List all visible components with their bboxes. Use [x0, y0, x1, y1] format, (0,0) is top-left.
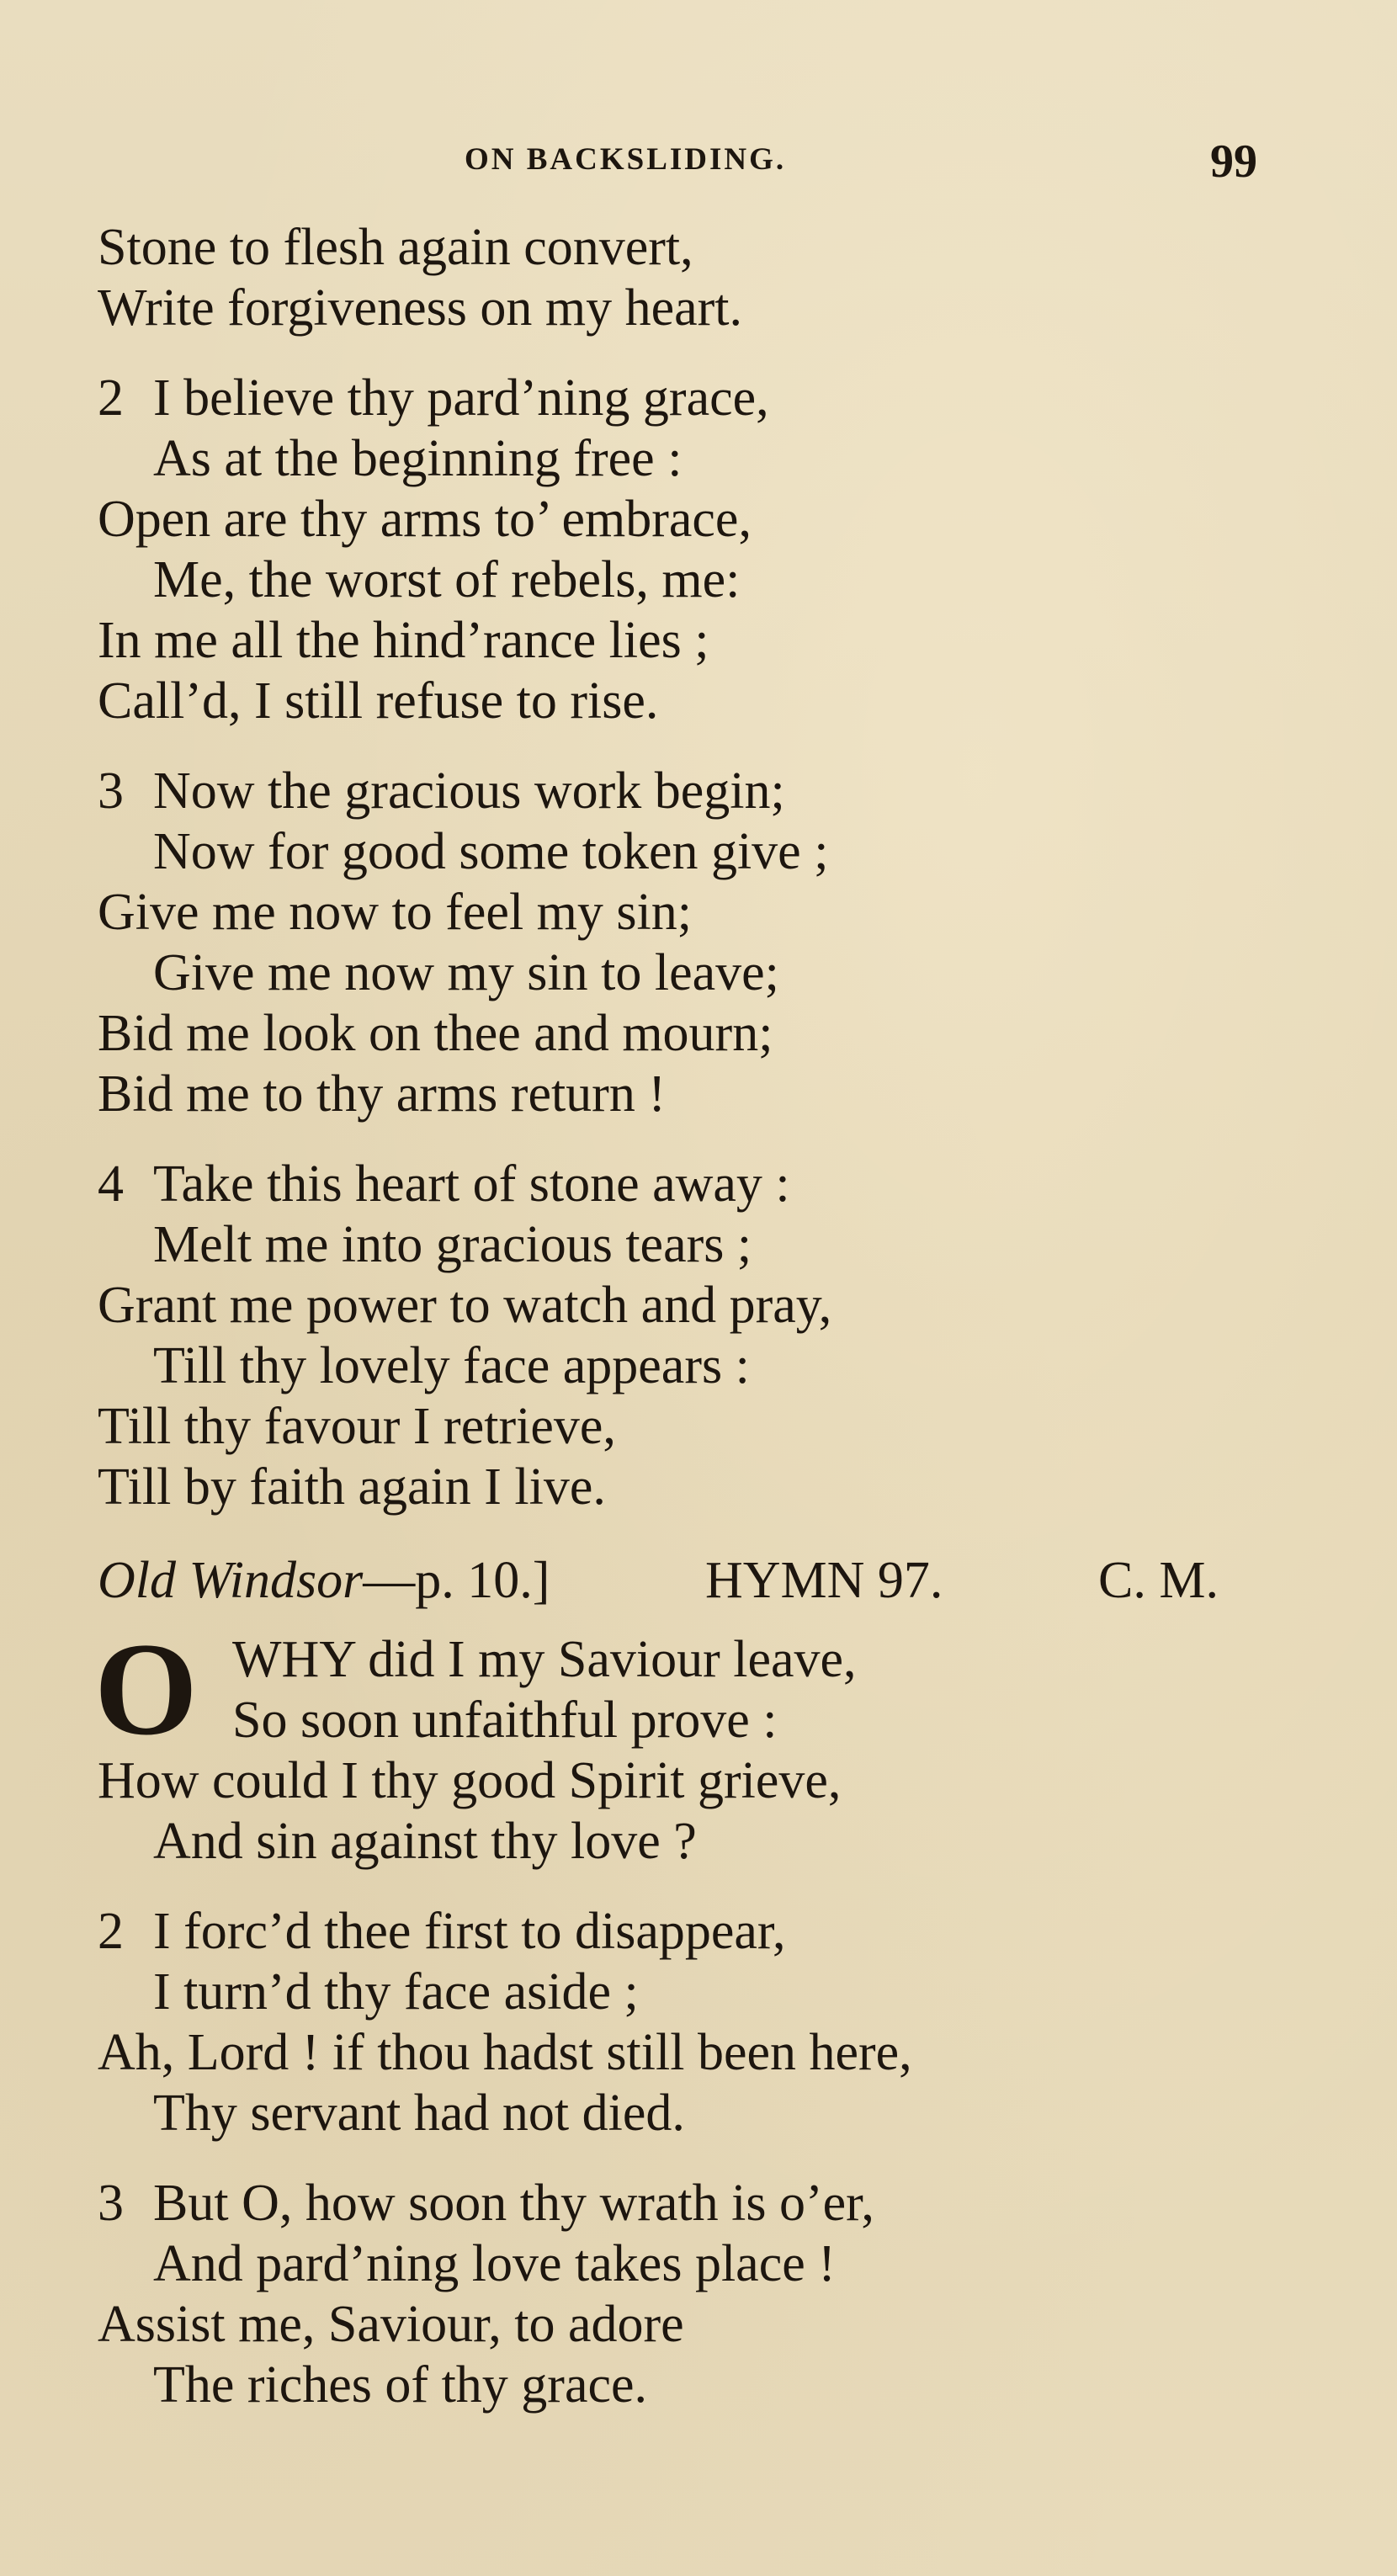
- running-head: ON BACKSLIDING.: [465, 142, 787, 177]
- hymn-title: HYMN 97.: [704, 1552, 943, 1609]
- stanza: [98, 368, 1343, 731]
- tune-name: Old Windsor: [98, 1552, 364, 1609]
- verse-line: And pard’ning love takes place !: [153, 2235, 836, 2292]
- verse-line: Give me now to feel my sin;: [98, 884, 692, 941]
- stanza: [98, 1154, 1343, 1517]
- stanza-number: 2: [98, 369, 124, 427]
- verse-line: Call’d, I still refuse to rise.: [98, 672, 659, 730]
- verse-line: But O, how soon thy wrath is o’er,: [153, 2175, 874, 2232]
- verse-line: The riches of thy grace.: [153, 2356, 648, 2414]
- verse-line: Open are thy arms to’ embrace,: [98, 491, 752, 548]
- hymn-heading: [98, 1547, 1219, 1614]
- verse-line: Bid me to thy arms return !: [98, 1065, 666, 1123]
- verse-line: I believe thy pard’ning grace,: [153, 369, 769, 427]
- verse-line: Bid me look on thee and mourn;: [98, 1005, 773, 1062]
- verse-line: I turn’d thy face aside ;: [153, 1963, 639, 2021]
- verse-line: Till thy favour I retrieve,: [98, 1398, 616, 1455]
- stanza-number: 4: [98, 1155, 124, 1213]
- verse-line: Assist me, Saviour, to adore: [98, 2296, 684, 2353]
- verse-line: Grant me power to watch and pray,: [98, 1277, 832, 1334]
- verse-line: Till thy lovely face appears :: [153, 1337, 750, 1394]
- continued-stanza: [98, 217, 1343, 338]
- verse-line: Me, the worst of rebels, me:: [153, 551, 741, 608]
- verse-line: Write forgiveness on my heart.: [98, 279, 742, 337]
- stanza: [98, 1901, 1343, 2143]
- verse-line: WHY did I my Saviour leave,: [232, 1631, 857, 1688]
- verse-line: Till by faith again I live.: [98, 1458, 606, 1516]
- verse-line: Take this heart of stone away :: [153, 1155, 790, 1213]
- stanza-number: 2: [98, 1903, 124, 1960]
- stanza: [94, 1616, 1343, 1872]
- hymn-meter: C. M.: [1098, 1552, 1219, 1609]
- verse-line: Melt me into gracious tears ;: [153, 1216, 752, 1273]
- verse-line: In me all the hind’rance lies ;: [98, 612, 709, 669]
- drop-cap: O: [94, 1616, 198, 1763]
- verse-line: Thy servant had not died.: [153, 2085, 685, 2142]
- tune-page: —p. 10.]: [363, 1552, 550, 1609]
- verse-line: Now the gracious work begin;: [153, 762, 785, 820]
- page-number: 99: [1210, 135, 1257, 188]
- verse-line: Give me now my sin to leave;: [153, 944, 779, 1001]
- verse-line: So soon unfaithful prove :: [232, 1692, 778, 1749]
- verse-line: Ah, Lord ! if thou hadst still been here,: [98, 2024, 912, 2081]
- stanza: [98, 761, 1343, 1124]
- drop-cap-block: [94, 1616, 1343, 1763]
- verse-line: And sin against thy love ?: [153, 1813, 697, 1870]
- verse-line: Now for good some token give ;: [153, 823, 829, 880]
- hymn-text: [94, 217, 1343, 2415]
- verse-line: As at the beginning free :: [153, 430, 683, 487]
- verse-line: How could I thy good Spirit grieve,: [98, 1752, 842, 1809]
- tune-reference: [98, 1547, 550, 1614]
- stanza: [98, 2173, 1343, 2415]
- stanza-number: 3: [98, 762, 124, 820]
- verse-line: Stone to flesh again convert,: [98, 219, 693, 276]
- stanza-number: 3: [98, 2175, 124, 2232]
- verse-line: I forc’d thee first to disappear,: [153, 1903, 786, 1960]
